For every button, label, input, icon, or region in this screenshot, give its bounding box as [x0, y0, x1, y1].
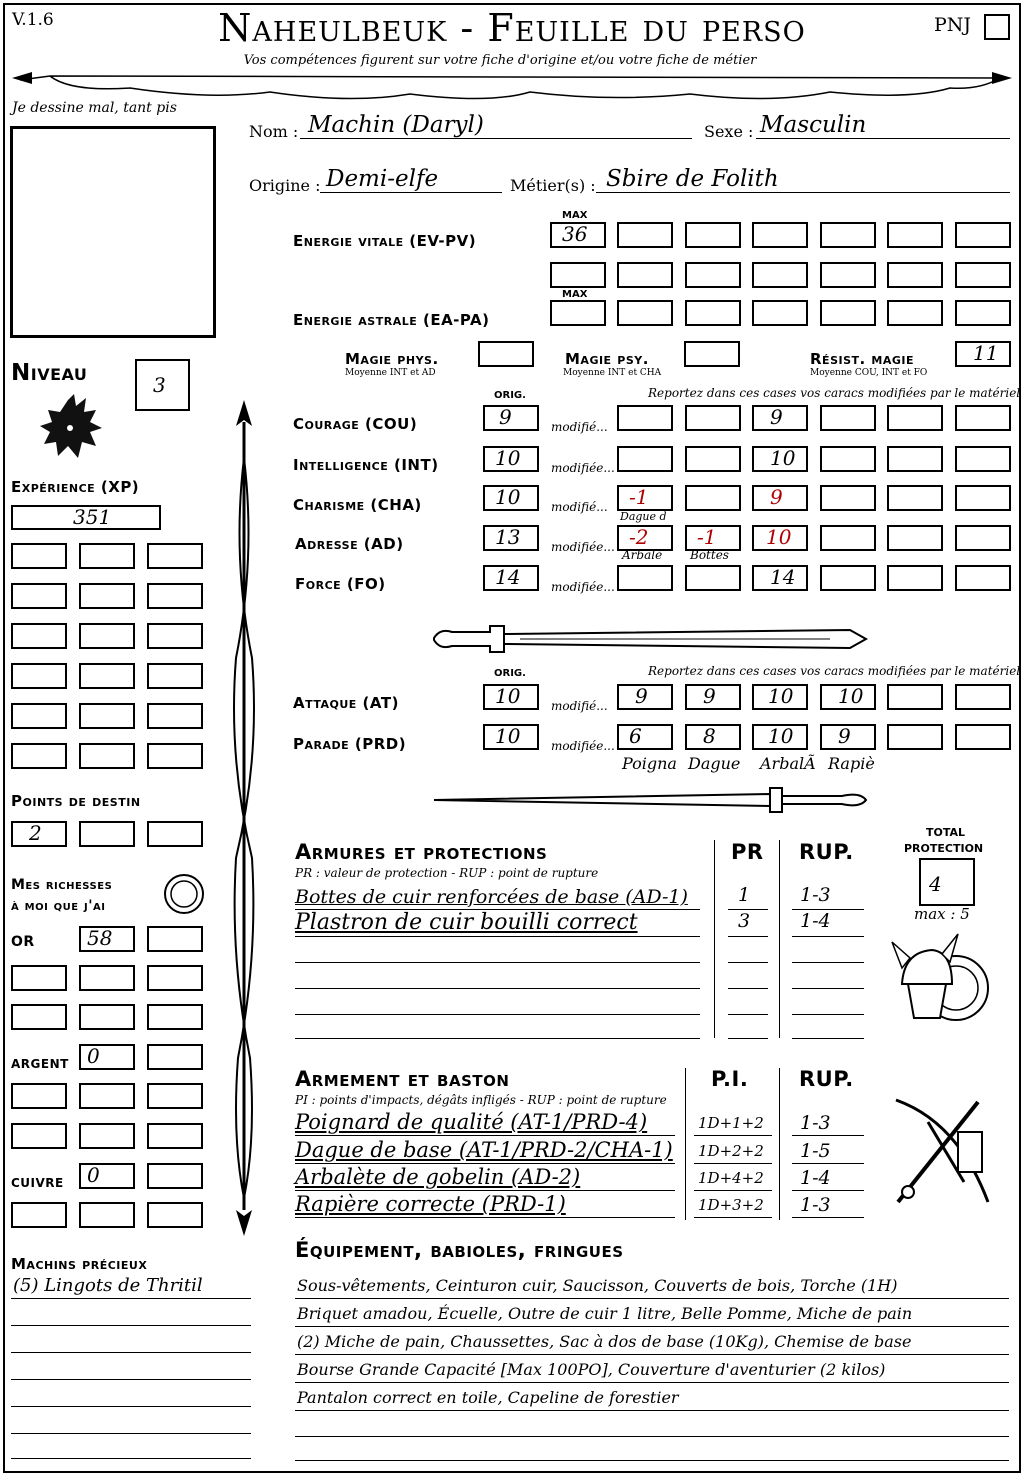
ea-label: Energie astrale (EA-PA) — [293, 311, 490, 329]
prd-label: Parade (PRD) — [293, 735, 407, 753]
argent-box[interactable] — [79, 1083, 135, 1109]
ea-box[interactable] — [685, 300, 741, 326]
fo-mod-label: modifiée... — [551, 580, 615, 594]
cha-mod-note: Dague d — [620, 510, 667, 523]
resist-magie-label: Résist. magie — [810, 350, 915, 368]
weapon-item-name[interactable]: Poignard de qualité (AT-1/PRD-4) — [295, 1110, 648, 1134]
at-label: Attaque (AT) — [293, 694, 399, 712]
richesses-label-2: à moi que j'ai — [11, 898, 106, 914]
at-mod-label: modifié... — [551, 699, 608, 713]
argent-label: ARGENT — [11, 1057, 69, 1071]
xp-label: Expérience (XP) — [11, 478, 140, 496]
weapon-item-name[interactable]: Rapière correcte (PRD-1) — [295, 1192, 566, 1216]
weapons-icon — [888, 1092, 998, 1212]
metier-label: Métier(s) : — [510, 176, 596, 195]
ea-max-box[interactable] — [550, 300, 606, 326]
fo-mod-box[interactable] — [685, 565, 741, 591]
int-mod-box[interactable] — [887, 446, 943, 472]
dragon-icon — [38, 392, 108, 464]
weapons-title: Armement et baston — [295, 1067, 510, 1091]
equipment-line[interactable]: Pantalon correct en toile, Capeline de forestier — [297, 1388, 679, 1407]
ad-label: Adresse (AD) — [295, 535, 404, 553]
or-box[interactable]: 58 — [79, 926, 135, 952]
magie-phys-note: Moyenne INT et AD — [345, 368, 436, 378]
ad-mod-box[interactable] — [955, 525, 1011, 551]
int-final-box[interactable]: 10 — [752, 446, 808, 472]
pnj-label: PNJ — [934, 14, 972, 36]
xp-box[interactable] — [79, 623, 135, 649]
cuivre-box[interactable] — [11, 1202, 67, 1228]
stats-orig-label: ORIG. — [494, 390, 526, 401]
weapon-name-note: Poigna — [622, 754, 677, 773]
coin-icon — [162, 872, 206, 916]
resist-magie-box[interactable]: 11 — [955, 341, 1011, 367]
armor-item-name[interactable]: Plastron de cuir bouilli correct — [295, 910, 638, 935]
portrait-caption: Je dessine mal, tant pis — [12, 100, 177, 116]
ad-mod-note: Bottes — [690, 548, 729, 562]
int-mod-box[interactable] — [820, 446, 876, 472]
at-mod-box[interactable] — [955, 684, 1011, 710]
helmet-shield-icon — [888, 928, 998, 1038]
prd-mod-box[interactable] — [887, 724, 943, 750]
nom-value[interactable]: Machin (Daryl) — [308, 112, 484, 138]
ev-label: Energie vitale (EV-PV) — [293, 232, 477, 250]
weapon-item-pi[interactable]: 1D+2+2 — [698, 1142, 764, 1160]
cha-mod-box[interactable] — [685, 485, 741, 511]
cou-mod-box[interactable] — [617, 405, 673, 431]
weapon-name-note: Rapiè — [828, 754, 875, 773]
or-box[interactable] — [147, 965, 203, 991]
weapon-item-name[interactable]: Dague de base (AT-1/PRD-2/CHA-1) — [295, 1138, 673, 1162]
ea-box[interactable] — [617, 300, 673, 326]
cha-label: Charisme (CHA) — [293, 496, 422, 514]
destin-label: Points de destin — [11, 792, 141, 810]
argent-box[interactable] — [79, 1123, 135, 1149]
ev-max-label: MAX — [562, 210, 588, 221]
fo-label: Force (FO) — [295, 575, 386, 593]
sword-icon — [430, 618, 870, 660]
spear-icon — [226, 398, 262, 1238]
armor-note: PR : valeur de protection - RUP : point de rupture — [295, 866, 599, 880]
ad-mod-note: Arbalè — [622, 548, 663, 562]
armor-item-pr[interactable]: 3 — [738, 910, 751, 932]
ev-box[interactable] — [955, 222, 1011, 248]
magie-psy-note: Moyenne INT et CHA — [563, 368, 662, 378]
ev-box[interactable] — [887, 262, 943, 288]
fo-mod-box[interactable] — [820, 565, 876, 591]
cha-mod-label: modifié... — [551, 500, 608, 514]
xp-box[interactable] — [79, 703, 135, 729]
cha-mod-box[interactable] — [955, 485, 1011, 511]
weapons-rup-header: RUP. — [799, 1067, 854, 1091]
int-mod-box[interactable] — [685, 446, 741, 472]
or-label: OR — [11, 934, 35, 950]
fo-mod-box[interactable] — [617, 565, 673, 591]
destin-box[interactable]: 2 — [11, 821, 67, 847]
destin-box[interactable] — [147, 821, 203, 847]
weapon-name-note: ArbalÃ — [760, 754, 816, 773]
xp-box[interactable] — [147, 543, 203, 569]
ea-max-label: MAX — [562, 289, 588, 300]
ev-max-box[interactable]: 36 — [550, 222, 606, 248]
xp-box[interactable] — [147, 703, 203, 729]
xp-box[interactable] — [147, 583, 203, 609]
version-label: V.1.6 — [12, 10, 54, 30]
argent-box[interactable] — [11, 1083, 67, 1109]
cou-orig-box[interactable]: 9 — [483, 405, 539, 431]
xp-box[interactable] — [11, 663, 67, 689]
prd-mod-box[interactable]: 9 — [820, 724, 876, 750]
ev-box[interactable] — [617, 222, 673, 248]
ea-box[interactable] — [887, 300, 943, 326]
armor-rup-header: RUP. — [799, 840, 854, 864]
fo-final-box[interactable]: 14 — [752, 565, 808, 591]
cou-mod-box[interactable] — [685, 405, 741, 431]
weapons-pi-header: P.I. — [711, 1067, 749, 1091]
ad-final-box[interactable]: 10 — [752, 525, 808, 551]
cha-mod-box[interactable]: -1 — [617, 485, 673, 511]
ev-box[interactable] — [752, 222, 808, 248]
at-mod-box[interactable]: 10 — [752, 684, 808, 710]
combat-orig-label: ORIG. — [494, 668, 526, 679]
ev-box[interactable] — [752, 262, 808, 288]
cuivre-box[interactable] — [147, 1163, 203, 1189]
armor-item-rup[interactable]: 1-3 — [800, 884, 831, 906]
cuivre-box[interactable]: 0 — [79, 1163, 135, 1189]
fo-orig-box[interactable]: 14 — [483, 565, 539, 591]
armor-item-name[interactable]: Bottes de cuir renforcées de base (AD-1) — [295, 886, 688, 908]
int-mod-label: modifiée... — [551, 461, 615, 475]
cha-orig-box[interactable]: 10 — [483, 485, 539, 511]
equipment-line[interactable]: Bourse Grande Capacité [Max 100PO], Couverture d'aventurier (2 kilos) — [297, 1360, 886, 1379]
ad-mod-label: modifiée... — [551, 540, 615, 554]
magie-phys-box[interactable] — [478, 341, 534, 367]
armor-title: Armures et protections — [295, 840, 548, 864]
metier-value[interactable]: Sbire de Folith — [606, 166, 779, 192]
armor-pr-header: PR — [731, 840, 764, 864]
magie-psy-label: Magie psy. — [565, 350, 649, 368]
sexe-label: Sexe : — [704, 122, 754, 141]
xp-box[interactable] — [11, 623, 67, 649]
ev-box[interactable] — [820, 262, 876, 288]
ev-box[interactable] — [550, 262, 606, 288]
armor-item-rup[interactable]: 1-4 — [800, 910, 831, 932]
weapon-item-rup[interactable]: 1-5 — [800, 1140, 831, 1162]
page-subtitle: Vos compétences figurent sur votre fiche d'origine et/ou votre fiche de métier — [243, 53, 757, 68]
niveau-box[interactable]: 3 — [135, 359, 190, 411]
ea-box[interactable] — [820, 300, 876, 326]
ev-box[interactable] — [685, 222, 741, 248]
machins-precieux-item[interactable]: (5) Lingots de Thritil — [13, 1275, 203, 1296]
magie-phys-label: Magie phys. — [345, 350, 439, 368]
argent-box[interactable] — [11, 1123, 67, 1149]
at-mod-box[interactable]: 9 — [685, 684, 741, 710]
xp-box[interactable] — [11, 703, 67, 729]
sexe-value[interactable]: Masculin — [760, 112, 867, 138]
ea-box[interactable] — [955, 300, 1011, 326]
int-mod-box[interactable] — [955, 446, 1011, 472]
cou-mod-label: modifié... — [551, 420, 608, 434]
argent-box[interactable] — [147, 1044, 203, 1070]
weapon-item-rup[interactable]: 1-4 — [800, 1167, 831, 1189]
origine-value[interactable]: Demi-elfe — [326, 166, 439, 192]
cuivre-box[interactable] — [79, 1202, 135, 1228]
pnj-checkbox[interactable] — [984, 14, 1010, 40]
at-mod-box[interactable] — [887, 684, 943, 710]
ad-mod-box[interactable] — [820, 525, 876, 551]
ea-box[interactable] — [752, 300, 808, 326]
cou-label: Courage (COU) — [293, 415, 418, 433]
or-box[interactable] — [147, 1004, 203, 1030]
page-title: Naheulbeuk - Feuille du perso — [218, 6, 806, 50]
ev-box[interactable] — [820, 222, 876, 248]
equipment-line[interactable]: Briquet amadou, Écuelle, Outre de cuir 1 litre, Belle Pomme, Miche de pain — [297, 1304, 913, 1323]
at-orig-box[interactable]: 10 — [483, 684, 539, 710]
total-protection-label-2: PROTECTION — [904, 842, 984, 855]
weapon-item-rup[interactable]: 1-3 — [800, 1112, 831, 1134]
weapon-name-note: Dague — [688, 754, 741, 773]
argent-box[interactable] — [147, 1123, 203, 1149]
ev-box[interactable] — [617, 262, 673, 288]
total-protection-max: max : 5 — [914, 905, 970, 923]
cha-mod-box[interactable] — [820, 485, 876, 511]
ev-box[interactable] — [685, 262, 741, 288]
weapon-item-name[interactable]: Arbalète de gobelin (AD-2) — [295, 1165, 581, 1189]
cou-mod-box[interactable] — [887, 405, 943, 431]
or-box[interactable] — [79, 965, 135, 991]
prd-orig-box[interactable]: 10 — [483, 724, 539, 750]
cha-final-box[interactable]: 9 — [752, 485, 808, 511]
weapons-note: PI : points d'impacts, dégâts infligés - RUP : point de rupture — [295, 1093, 667, 1107]
at-mod-box[interactable]: 9 — [617, 684, 673, 710]
xp-box[interactable] — [79, 663, 135, 689]
xp-box[interactable] — [79, 583, 135, 609]
cou-mod-box[interactable] — [955, 405, 1011, 431]
equipment-line[interactable]: (2) Miche de pain, Chaussettes, Sac à dos de base (10Kg), Chemise de base — [297, 1332, 912, 1351]
machins-precieux-label: Machins précieux — [11, 1255, 148, 1273]
total-protection-box[interactable]: 4 — [919, 858, 975, 906]
int-mod-box[interactable] — [617, 446, 673, 472]
or-box[interactable] — [11, 1004, 67, 1030]
weapon-item-pi[interactable]: 1D+3+2 — [698, 1196, 764, 1214]
sword-icon — [430, 780, 870, 820]
argent-box[interactable]: 0 — [79, 1044, 135, 1070]
or-box[interactable] — [79, 1004, 135, 1030]
xp-box[interactable] — [11, 743, 67, 769]
stats-report-note: Reportez dans ces cases vos caracs modifiées par le matériel — [648, 386, 1021, 400]
cha-mod-box[interactable] — [887, 485, 943, 511]
xp-box[interactable] — [147, 743, 203, 769]
xp-box[interactable] — [147, 663, 203, 689]
equipment-line[interactable]: Sous-vêtements, Ceinturon cuir, Saucisson, Couverts de bois, Torche (1H) — [297, 1276, 898, 1295]
or-box[interactable] — [147, 926, 203, 952]
int-label: Intelligence (INT) — [293, 456, 439, 474]
cou-final-box[interactable]: 9 — [752, 405, 808, 431]
portrait-frame[interactable] — [10, 126, 216, 338]
cou-mod-box[interactable] — [820, 405, 876, 431]
xp-box[interactable] — [11, 583, 67, 609]
destin-box[interactable] — [79, 821, 135, 847]
fo-mod-box[interactable] — [887, 565, 943, 591]
magie-psy-box[interactable] — [684, 341, 740, 367]
xp-box[interactable] — [147, 623, 203, 649]
or-box[interactable] — [11, 965, 67, 991]
argent-box[interactable] — [147, 1083, 203, 1109]
xp-box[interactable]: 351 — [11, 505, 161, 530]
weapon-item-rup[interactable]: 1-3 — [800, 1194, 831, 1216]
total-protection-label: TOTAL — [926, 826, 966, 839]
ad-mod-box[interactable]: -2 — [617, 525, 673, 551]
ev-box[interactable] — [887, 222, 943, 248]
niveau-label: Niveau — [11, 360, 88, 386]
xp-box[interactable] — [79, 543, 135, 569]
weapon-item-pi[interactable]: 1D+4+2 — [698, 1169, 764, 1187]
richesses-label: Mes richesses — [11, 877, 113, 893]
nom-label: Nom : — [249, 122, 299, 141]
origine-label: Origine : — [249, 176, 321, 195]
resist-magie-note: Moyenne COU, INT et FO — [810, 368, 928, 378]
ad-mod-box[interactable] — [887, 525, 943, 551]
armor-item-pr[interactable]: 1 — [738, 884, 751, 906]
prd-mod-box[interactable]: 8 — [685, 724, 741, 750]
weapon-item-pi[interactable]: 1D+1+2 — [698, 1114, 764, 1132]
equipment-title: Équipement, babioles, fringues — [295, 1238, 624, 1262]
cuivre-box[interactable] — [147, 1202, 203, 1228]
int-orig-box[interactable]: 10 — [483, 446, 539, 472]
prd-mod-box[interactable] — [955, 724, 1011, 750]
prd-mod-label: modifiée... — [551, 739, 615, 753]
xp-box[interactable] — [11, 543, 67, 569]
cuivre-label: CUIVRE — [11, 1176, 64, 1190]
xp-box[interactable] — [79, 743, 135, 769]
at-mod-box[interactable]: 10 — [820, 684, 876, 710]
ev-box[interactable] — [955, 262, 1011, 288]
prd-mod-box[interactable]: 6 — [617, 724, 673, 750]
prd-mod-box[interactable]: 10 — [752, 724, 808, 750]
ad-orig-box[interactable]: 13 — [483, 525, 539, 551]
ad-mod-box[interactable]: -1 — [685, 525, 741, 551]
combat-report-note: Reportez dans ces cases vos caracs modifiées par le matériel — [648, 664, 1021, 678]
fo-mod-box[interactable] — [955, 565, 1011, 591]
